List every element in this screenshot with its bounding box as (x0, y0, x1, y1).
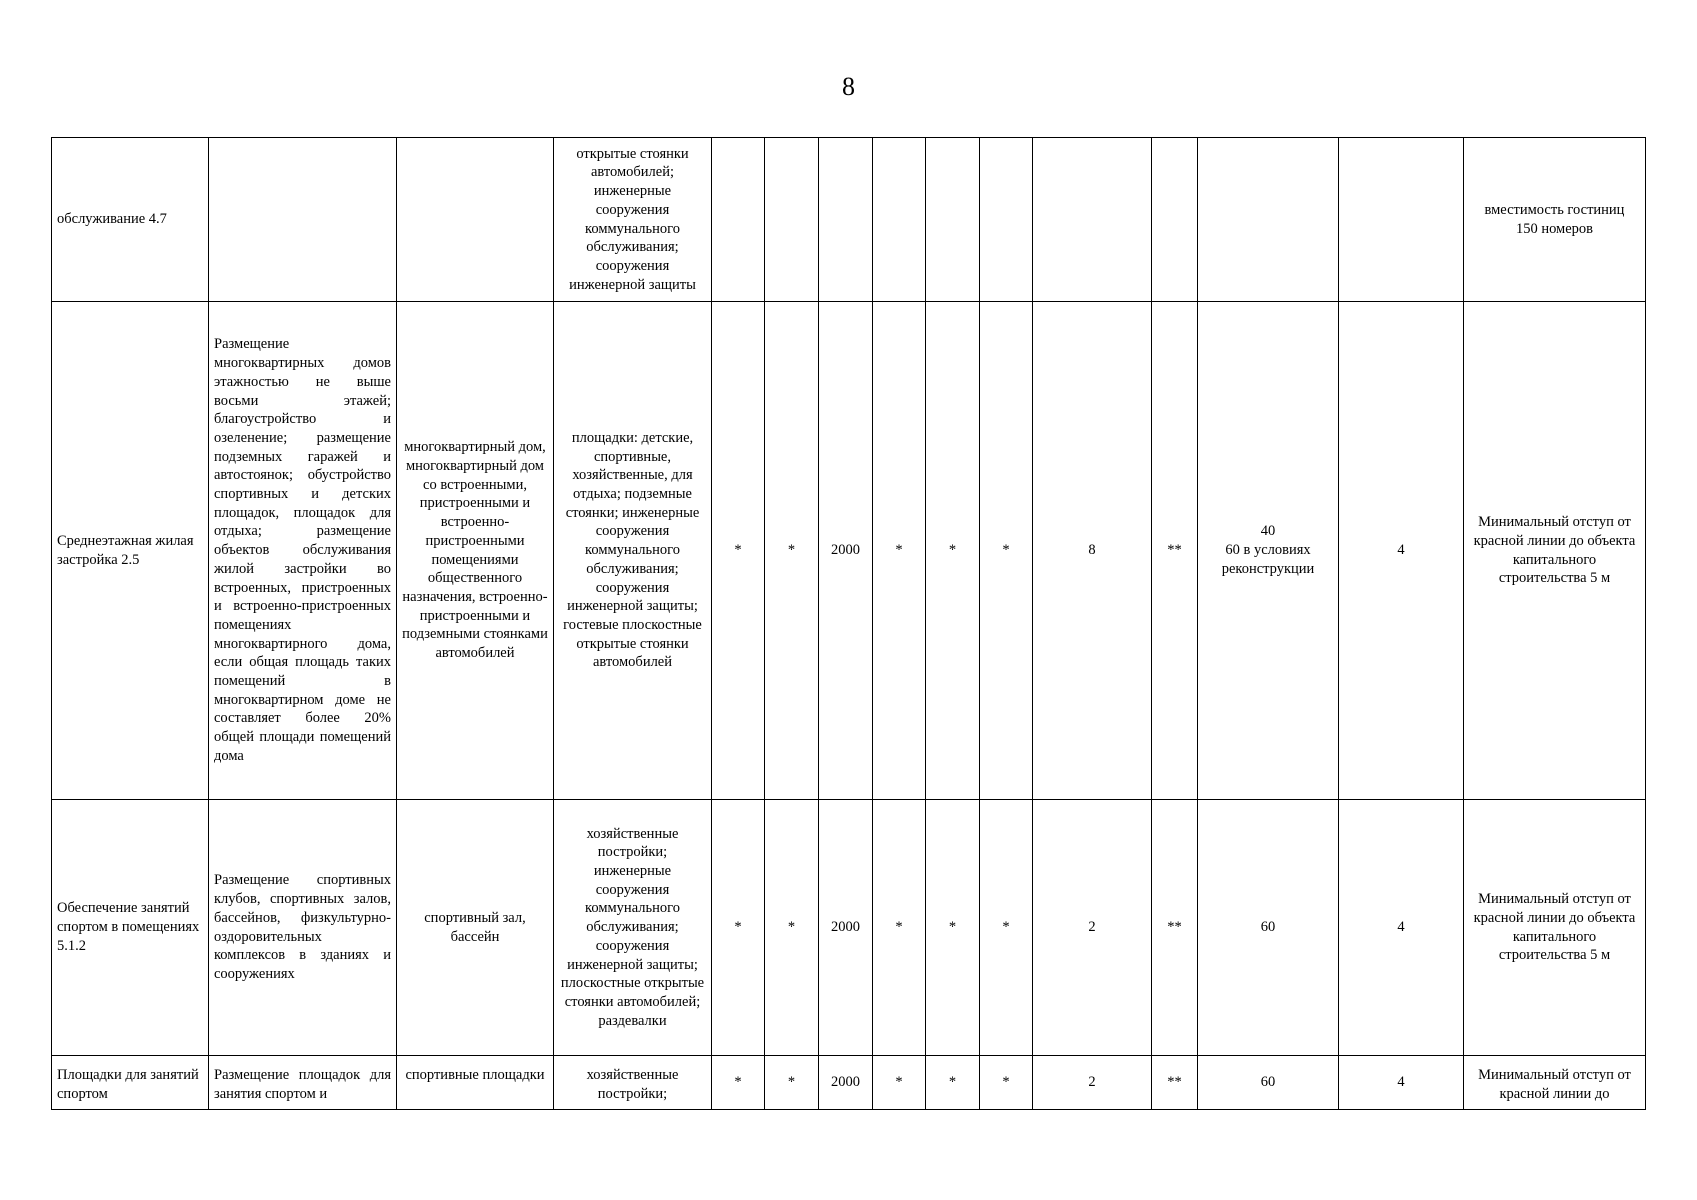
table-row (52, 138, 1646, 302)
use-description-cell: Размещение площадок для занятия спортом и (209, 1056, 397, 1110)
table-row (52, 302, 1646, 800)
notes-cell: Минимальный отступ от красной линии до объекта капитального строительства 5 м (1464, 302, 1646, 800)
use-description-cell: Размещение спортивных клубов, спортивных залов, бассейнов, физкультурно-оздоровительных комплексов в зданиях и сооружениях (209, 800, 397, 1056)
value-cell: 4 (1339, 800, 1464, 1056)
value-cell: ** (1152, 1056, 1198, 1110)
value-cell (1198, 138, 1339, 302)
value-cell (1339, 138, 1464, 302)
value-cell: * (873, 1056, 926, 1110)
value-cell: * (712, 800, 765, 1056)
value-cell (873, 138, 926, 302)
value-cell: 2 (1033, 800, 1152, 1056)
use-description-cell (209, 138, 397, 302)
value-cell: * (765, 302, 819, 800)
auxiliary-objects-cell: открытые стоянки автомобилей; инженерные сооружения коммунального обслуживания; сооружения инженерной защиты (554, 138, 712, 302)
use-name-cell: обслуживание 4.7 (52, 138, 209, 302)
notes-cell: Минимальный отступ от красной линии до (1464, 1056, 1646, 1110)
main-objects-cell: многоквартирный дом, многоквартирный дом со встроенными, пристроенными и встроенно-пристроенными помещениями общественного назначения, встроенно-пристроенными и подземными стоянками автомобилей (397, 302, 554, 800)
value-cell: 40 60 в условиях реконструкции (1198, 302, 1339, 800)
value-cell: * (926, 800, 980, 1056)
value-cell: ** (1152, 302, 1198, 800)
value-cell: * (980, 800, 1033, 1056)
value-cell: 2000 (819, 1056, 873, 1110)
value-cell: * (980, 302, 1033, 800)
main-objects-cell: спортивный зал, бассейн (397, 800, 554, 1056)
table-row (52, 1056, 1646, 1110)
value-cell: ** (1152, 800, 1198, 1056)
value-cell (1033, 138, 1152, 302)
value-cell: * (873, 302, 926, 800)
value-cell: 8 (1033, 302, 1152, 800)
value-cell: 60 (1198, 1056, 1339, 1110)
value-cell: * (926, 1056, 980, 1110)
notes-cell: вместимость гостиниц 150 номеров (1464, 138, 1646, 302)
value-cell: 4 (1339, 302, 1464, 800)
value-cell: * (926, 302, 980, 800)
value-cell (712, 138, 765, 302)
value-cell (980, 138, 1033, 302)
value-cell: 2000 (819, 800, 873, 1056)
value-cell (1152, 138, 1198, 302)
value-cell: * (712, 302, 765, 800)
main-objects-cell (397, 138, 554, 302)
value-cell: 2000 (819, 302, 873, 800)
value-cell: 2 (1033, 1056, 1152, 1110)
auxiliary-objects-cell: хозяйственные постройки; (554, 1056, 712, 1110)
auxiliary-objects-cell: хозяйственные постройки; инженерные сооружения коммунального обслуживания; сооружения инженерной защиты; плоскостные открытые стоянки автомобилей; раздевалки (554, 800, 712, 1056)
value-cell: 60 (1198, 800, 1339, 1056)
value-cell (765, 138, 819, 302)
value-cell: * (765, 800, 819, 1056)
value-cell: * (712, 1056, 765, 1110)
value-cell: 4 (1339, 1056, 1464, 1110)
use-description-cell: Размещение многоквартирных домов этажностью не выше восьми этажей; благоустройство и озеленение; размещение подземных гаражей и автостоянок; обустройство спортивных и детских площадок, площадок для отдыха; размещение объектов обслуживания жилой застройки во встроенных, пристроенных и встроенно-пристроенных помещениях многоквартирного дома, если общая площадь таких помещений в многоквартирном доме не составляет более 20% общей площади помещений дома (209, 302, 397, 800)
land-use-table (51, 137, 1646, 1110)
use-name-cell: Обеспечение занятий спортом в помещениях 5.1.2 (52, 800, 209, 1056)
value-cell (926, 138, 980, 302)
value-cell (819, 138, 873, 302)
value-cell: * (873, 800, 926, 1056)
notes-cell: Минимальный отступ от красной линии до объекта капитального строительства 5 м (1464, 800, 1646, 1056)
table-row (52, 800, 1646, 1056)
auxiliary-objects-cell: площадки: детские, спортивные, хозяйственные, для отдыха; подземные стоянки; инженерные сооружения коммунального обслуживания; сооружения инженерной защиты; гостевые плоскостные открытые стоянки автомобилей (554, 302, 712, 800)
value-cell: * (980, 1056, 1033, 1110)
page-number: 8 (842, 72, 855, 101)
use-name-cell: Площадки для занятий спортом (52, 1056, 209, 1110)
use-name-cell: Среднеэтажная жилая застройка 2.5 (52, 302, 209, 800)
value-cell: * (765, 1056, 819, 1110)
main-objects-cell: спортивные площадки (397, 1056, 554, 1110)
